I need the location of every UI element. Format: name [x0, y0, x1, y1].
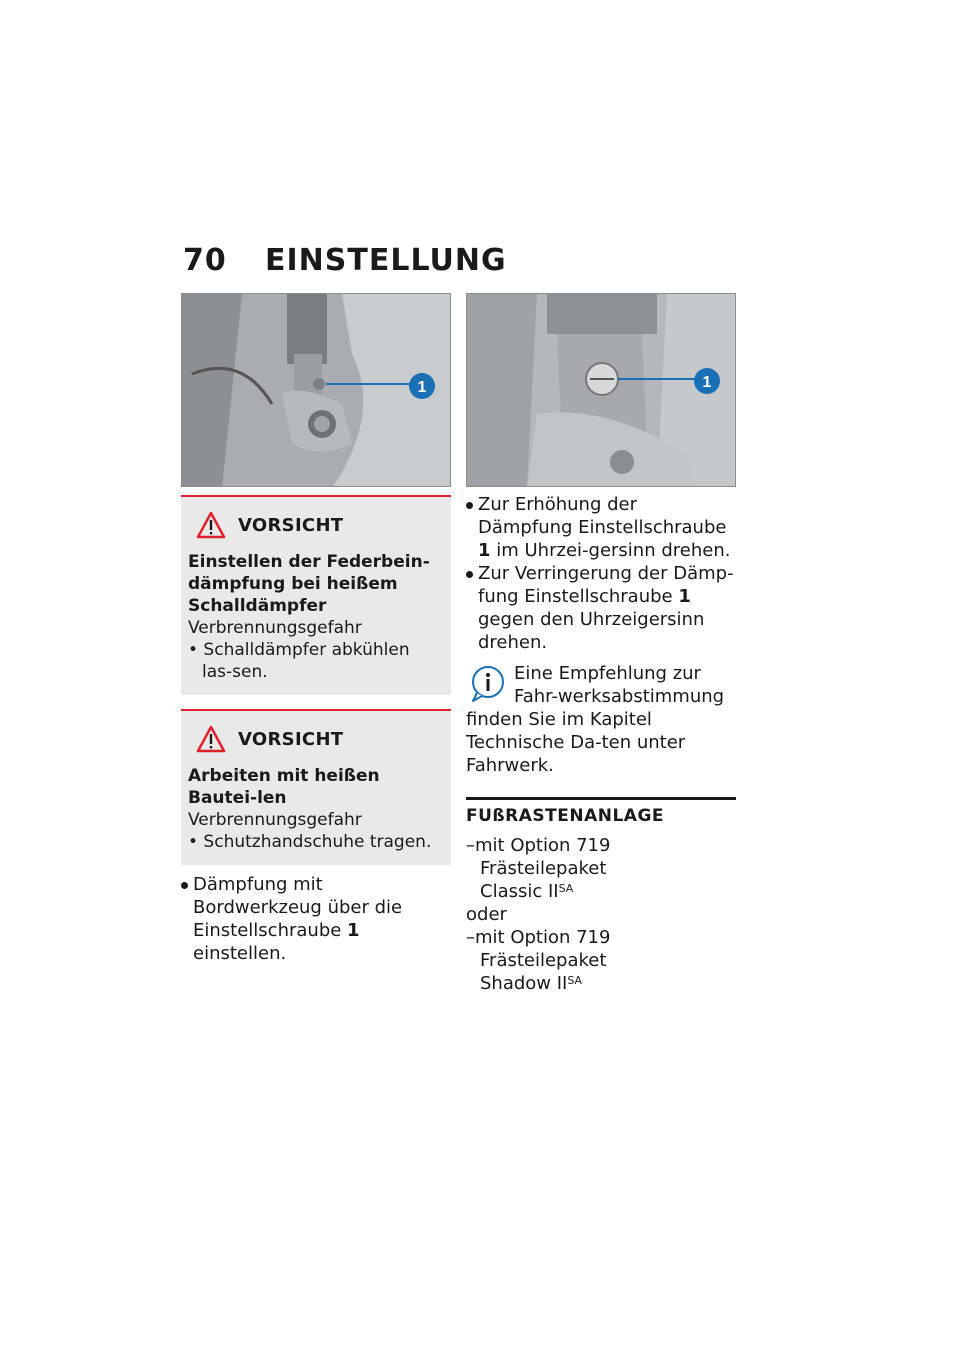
warning-triangle-icon — [196, 511, 226, 539]
info-note: Eine Empfehlung zur Fahr-werksabstimmung finden Sie im Kapitel Technische Da-ten unter Fahrwerk. — [466, 663, 725, 776]
photo-callout-1: 1 — [702, 374, 712, 391]
option-classic-name: Classic $II^{SA}$ — [480, 881, 574, 902]
right-column — [466, 293, 736, 995]
step-adjust-damping: Dämpfung mit Bordwerkzeug über die Einstellschraube 1 einstellen. — [181, 873, 451, 965]
warning-title: Arbeiten mit heißen Bautei-len — [188, 766, 380, 808]
or-text: oder — [466, 904, 507, 925]
warning-box-hot-parts — [181, 709, 451, 865]
option-shadow: –mit Option 719 Frästeilepaket — [466, 927, 611, 971]
bullet-dot-icon — [466, 502, 473, 509]
info-icon — [468, 664, 508, 704]
warning-text: Verbrennungsgefahr — [188, 618, 362, 638]
warning-label: VORSICHT — [238, 514, 344, 536]
warning-box-hot-muffler — [181, 495, 451, 695]
option-shadow-name: Shadow $II^{SA}$ — [480, 973, 583, 994]
bullet-dot-icon — [181, 882, 188, 889]
warning-title: Einstellen der Federbein-dämpfung bei heißem Schalldämpfer — [188, 552, 430, 616]
shock-absorber-illustration — [182, 294, 451, 487]
warning-bullet: • Schutzhandschuhe tragen. — [188, 832, 432, 852]
page-number: 70 — [183, 242, 227, 278]
adjust-screw-illustration — [467, 294, 736, 487]
section-title: FUßRASTENANLAGE — [466, 806, 665, 826]
step-increase-damping: Zur Erhöhung der Dämpfung Einstellschraube 1 im Uhrzei-gersinn drehen. — [466, 493, 736, 562]
page-header — [183, 240, 507, 280]
step-decrease-damping: Zur Verringerung der Dämp-fung Einstellschraube 1 gegen den Uhrzeigersinn drehen. — [466, 562, 736, 654]
warning-bullet: • Schalldämpfer abkühlen las-sen. — [188, 640, 410, 682]
section-divider — [466, 797, 736, 800]
photo-callout-1: 1 — [417, 379, 427, 396]
warning-label: VORSICHT — [238, 728, 344, 750]
adjust-screw-photo — [466, 293, 736, 487]
warning-text: Verbrennungsgefahr — [188, 810, 362, 830]
bullet-dot-icon — [466, 571, 473, 578]
shock-absorber-photo — [181, 293, 451, 487]
option-classic: –mit Option 719 Frästeilepaket — [466, 835, 611, 879]
warning-triangle-icon — [196, 725, 226, 753]
page-title: EINSTELLUNG — [265, 242, 507, 278]
left-column — [181, 293, 451, 965]
